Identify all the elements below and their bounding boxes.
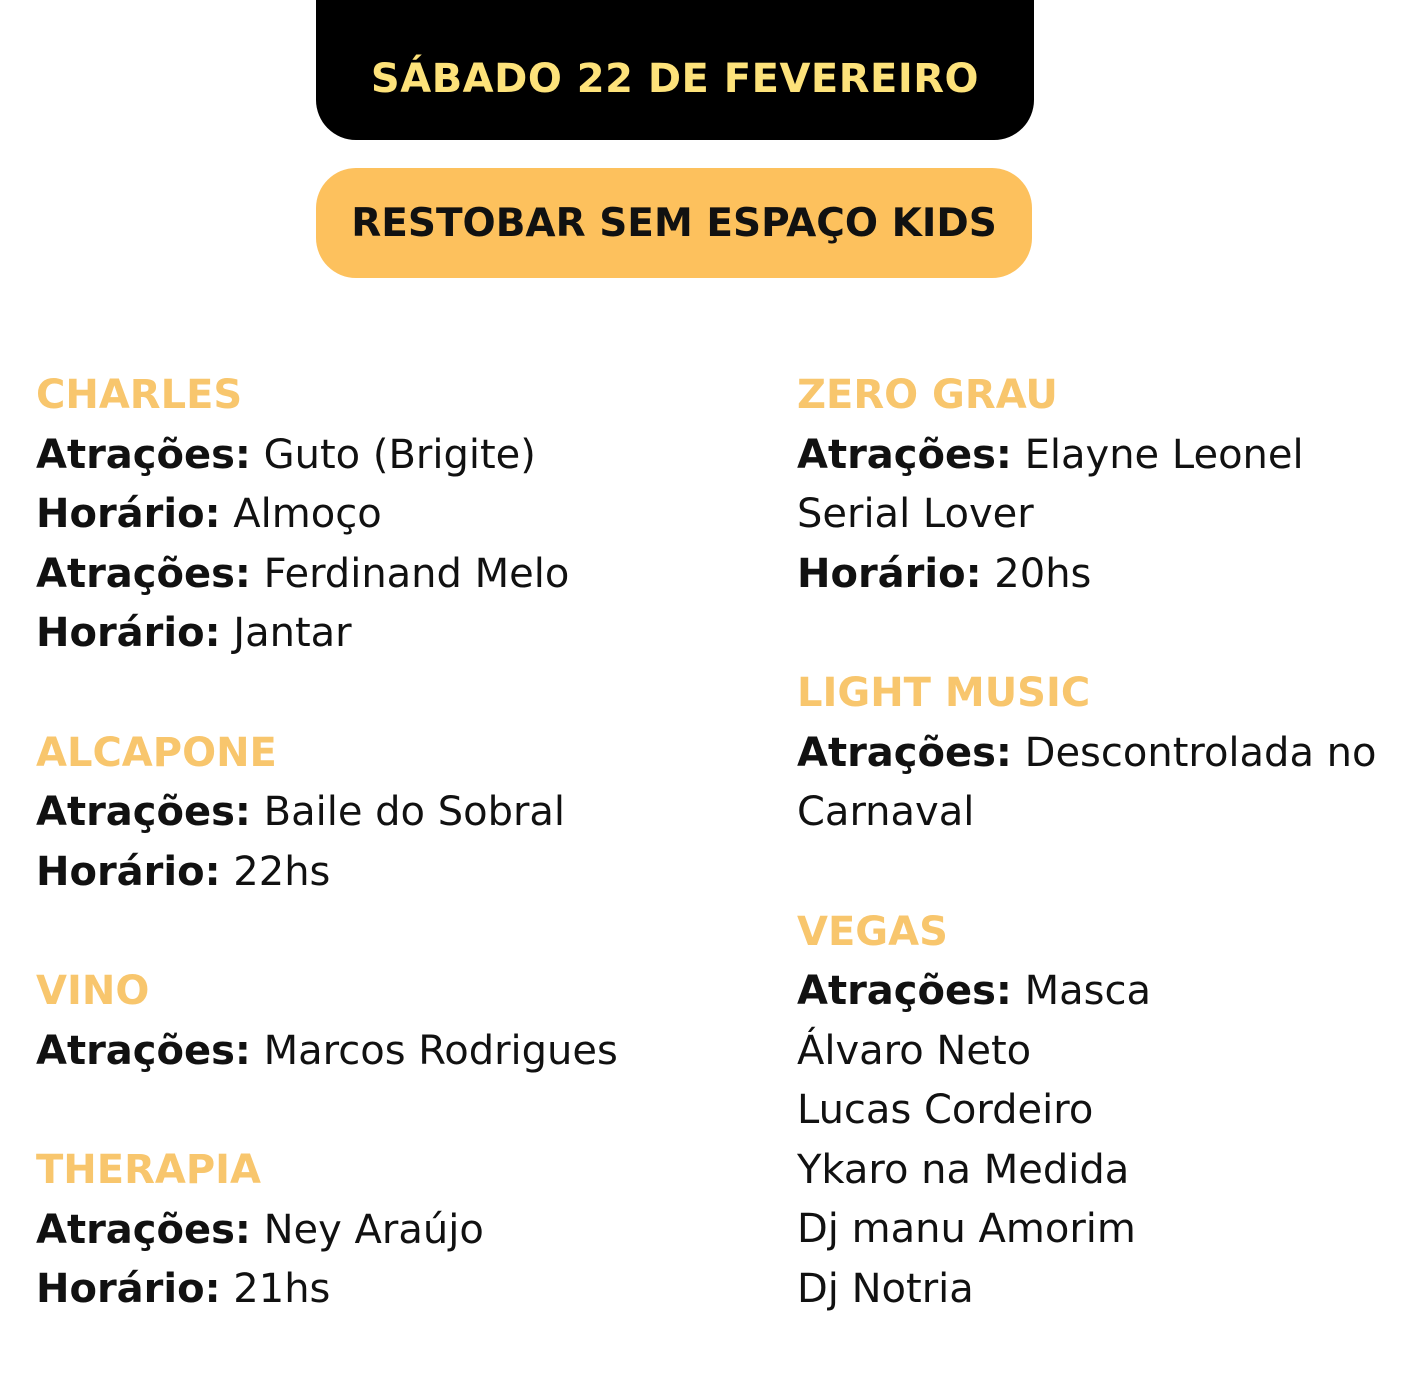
info-value: Dj Notria <box>797 1265 974 1312</box>
info-value: 22hs <box>220 848 331 895</box>
venue-name: THERAPIA <box>36 1147 261 1193</box>
info-value: Serial Lover <box>797 491 1034 537</box>
venue-name: ALCAPONE <box>36 729 277 776</box>
venue-name: VEGAS <box>797 908 948 955</box>
venue-name: CHARLES <box>36 372 243 418</box>
info-label: Horário: <box>36 848 221 895</box>
venue-info-line <box>36 843 776 903</box>
venue-info-line <box>797 962 1417 1022</box>
venue-info-line <box>797 426 1417 486</box>
venue-block <box>36 962 776 1081</box>
info-value: 20hs <box>981 550 1092 597</box>
venue-info-line <box>36 1260 776 1320</box>
info-label: Atrações: <box>36 550 251 597</box>
info-label: Horário: <box>36 610 221 656</box>
venue-info-line <box>797 724 1417 784</box>
venue-info-line <box>797 1022 1417 1082</box>
info-label: Atrações: <box>36 1206 251 1253</box>
info-label: Atrações: <box>797 968 1012 1014</box>
venue-info-line <box>36 426 776 486</box>
info-value: Ferdinand Melo <box>250 550 570 597</box>
venue-name: VINO <box>36 968 150 1014</box>
date-banner <box>316 0 1034 140</box>
info-value: Almoço <box>220 491 382 537</box>
info-value: Baile do Sobral <box>250 789 566 835</box>
venue-info-line <box>797 1260 1417 1320</box>
venue-info-line <box>36 604 776 664</box>
venue-name: ZERO GRAU <box>797 372 1058 418</box>
venue-info-line <box>797 783 1417 843</box>
venue-info-line <box>36 783 776 843</box>
venue-block <box>36 724 776 903</box>
info-value: Lucas Cordeiro <box>797 1087 1094 1133</box>
info-label: Atrações: <box>36 1027 251 1074</box>
date-title: SÁBADO 22 DE FEVEREIRO <box>370 56 980 102</box>
info-value: Marcos Rodrigues <box>250 1027 618 1074</box>
venue-info-line <box>36 545 776 605</box>
info-label: Atrações: <box>36 431 251 478</box>
venue-info-line <box>36 1201 776 1261</box>
venue-info-line <box>797 1200 1417 1260</box>
venue-info-line <box>797 545 1417 605</box>
info-label: Horário: <box>797 550 982 597</box>
venue-info-line <box>36 485 776 545</box>
info-value: Dj manu Amorim <box>797 1206 1136 1252</box>
info-value: Masca <box>1011 968 1152 1014</box>
venue-info-line <box>36 1022 776 1082</box>
venue-block <box>36 366 776 664</box>
venue-info-line <box>797 485 1417 545</box>
info-value: Jantar <box>220 610 352 656</box>
info-value: Carnaval <box>797 789 975 835</box>
venue-block <box>36 1141 776 1320</box>
subtitle-pill <box>316 168 1032 278</box>
right-column <box>797 366 1417 1379</box>
info-label: Atrações: <box>36 789 251 835</box>
venue-info-line <box>797 1141 1417 1201</box>
info-value: Ney Araújo <box>250 1206 484 1253</box>
info-value: 21hs <box>220 1266 331 1312</box>
left-column <box>36 366 776 1380</box>
info-label: Atrações: <box>797 729 1012 776</box>
venue-info-line <box>797 1081 1417 1141</box>
info-label: Atrações: <box>797 431 1012 478</box>
venue-block <box>797 366 1417 604</box>
info-value: Guto (Brigite) <box>250 431 536 478</box>
info-value: Descontrolada no <box>1011 729 1377 776</box>
venue-name: LIGHT MUSIC <box>797 670 1091 716</box>
subtitle-text: RESTOBAR SEM ESPAÇO KIDS <box>351 200 997 246</box>
info-label: Horário: <box>36 1266 221 1312</box>
info-label: Horário: <box>36 491 221 537</box>
info-value: Ykaro na Medida <box>797 1146 1130 1193</box>
venue-block <box>797 664 1417 843</box>
venue-block <box>797 903 1417 1320</box>
info-value: Álvaro Neto <box>797 1027 1032 1074</box>
info-value: Elayne Leonel <box>1011 431 1304 478</box>
